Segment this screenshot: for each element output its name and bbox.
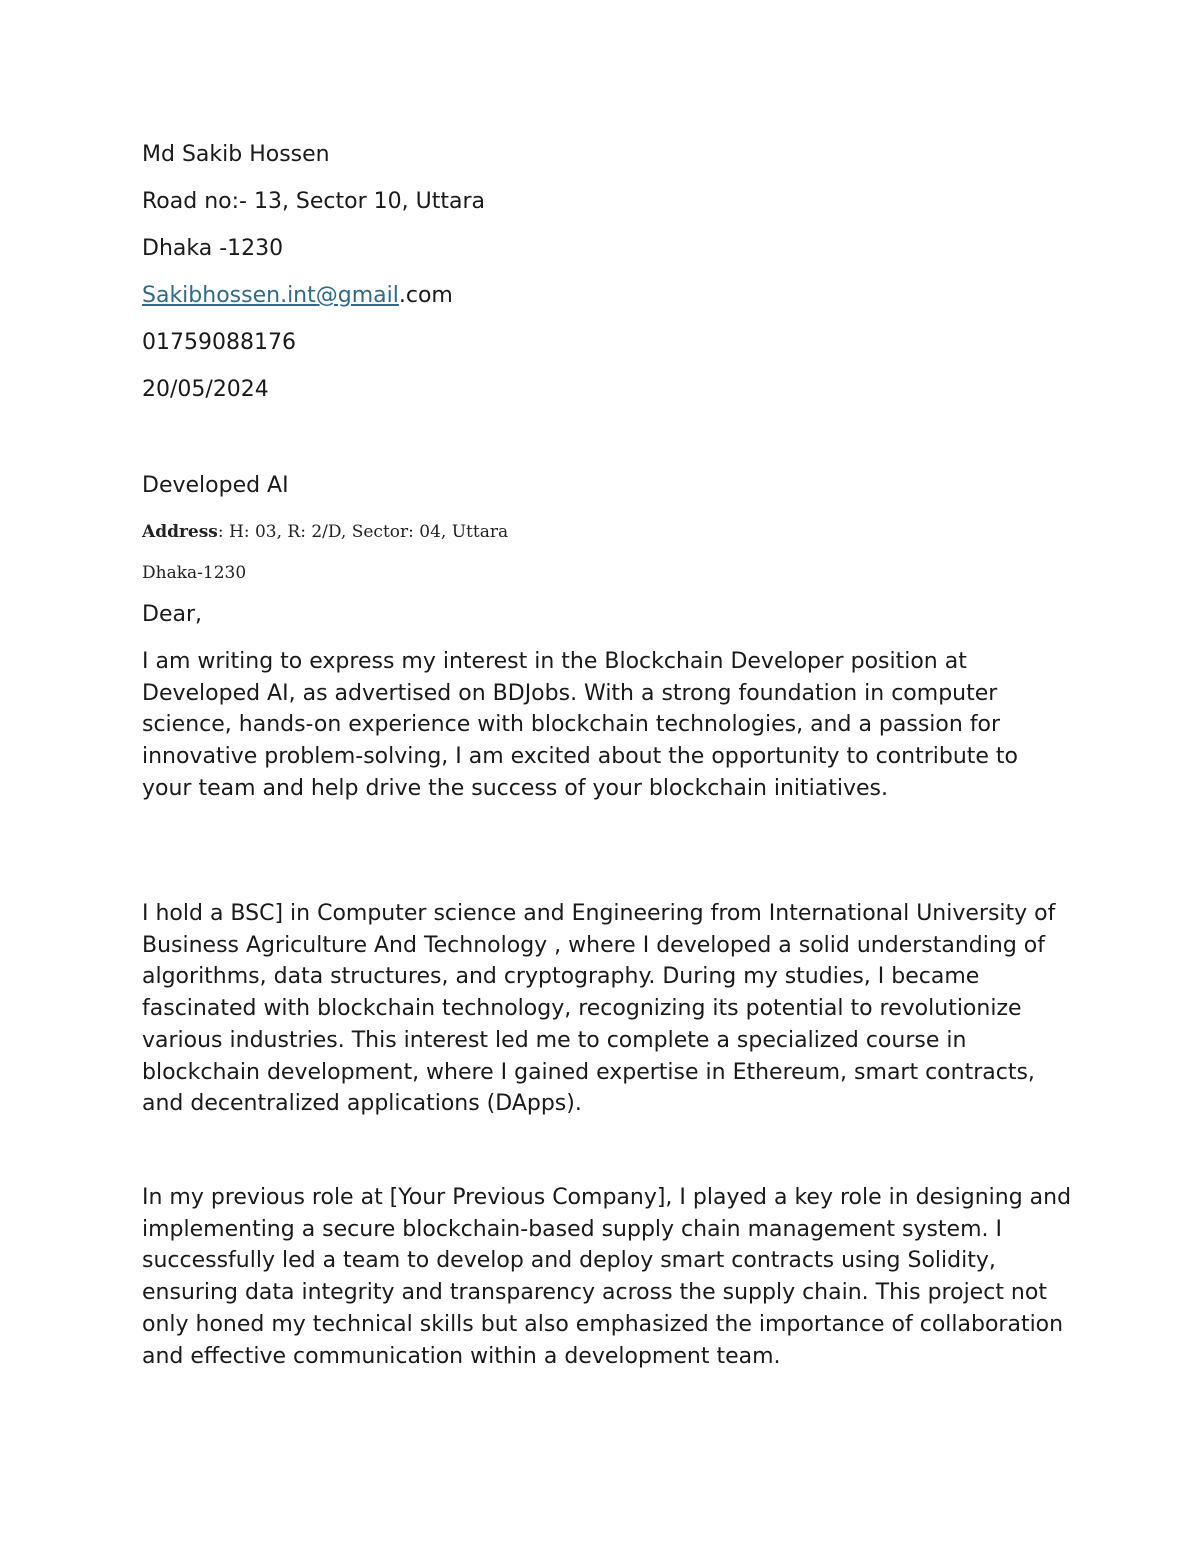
sender-phone: 01759088176 [142,330,296,355]
paragraph-2: I hold a BSC] in Computer science and Engineering from International University of Business Agriculture And Technology , where I developed a solid understanding of algorithms, data structures, and cryptography. During my studies, I became fascinated with blockchain technology, recognizing its potential to revolutionize various industries. This interest led me to complete a specialized course in blockchain development, where I gained expertise in Ethereum, smart contracts, and decentralized applications (DApps). [142,901,1056,1117]
sender-email [142,282,453,310]
sender-name: Md Sakib Hossen [142,142,330,167]
sender-address-line1: Road no:- 13, Sector 10, Uttara [142,189,485,214]
salutation: Dear, [142,602,202,627]
recipient-company: Developed AI [142,473,289,498]
recipient-city: Dhaka-1230 [142,563,247,583]
email-tail: .com [398,283,453,308]
letter-date: 20/05/2024 [142,377,269,402]
recipient-address [142,520,508,544]
sender-address-line2: Dhaka -1230 [142,236,284,261]
recipient-address-label: Address [142,522,218,542]
email-link[interactable]: Sakibhossen.int@gmail [142,283,399,308]
paragraph-3: In my previous role at [Your Previous Company], I played a key role in designing and implementing a secure blockchain-based supply chain management system. I successfully led a team to develop and deploy smart contracts using Solidity, ensuring data integrity and transparency across the supply chain. This project not only honed my technical skills but also emphasized the importance of collaboration and effective communication within a development team. [142,1185,1072,1369]
recipient-address-value: : H: 03, R: 2/D, Sector: 04, Uttara [217,522,509,542]
paragraph-1: I am writing to express my interest in the Blockchain Developer position at Developed AI, as advertised on BDJobs. With a strong foundation in computer science, hands-on experience with blockchain technologies, and a passion for innovative problem-solving, I am excited about the opportunity to contribute to your team and help drive the success of your blockchain initiatives. [142,649,1019,801]
